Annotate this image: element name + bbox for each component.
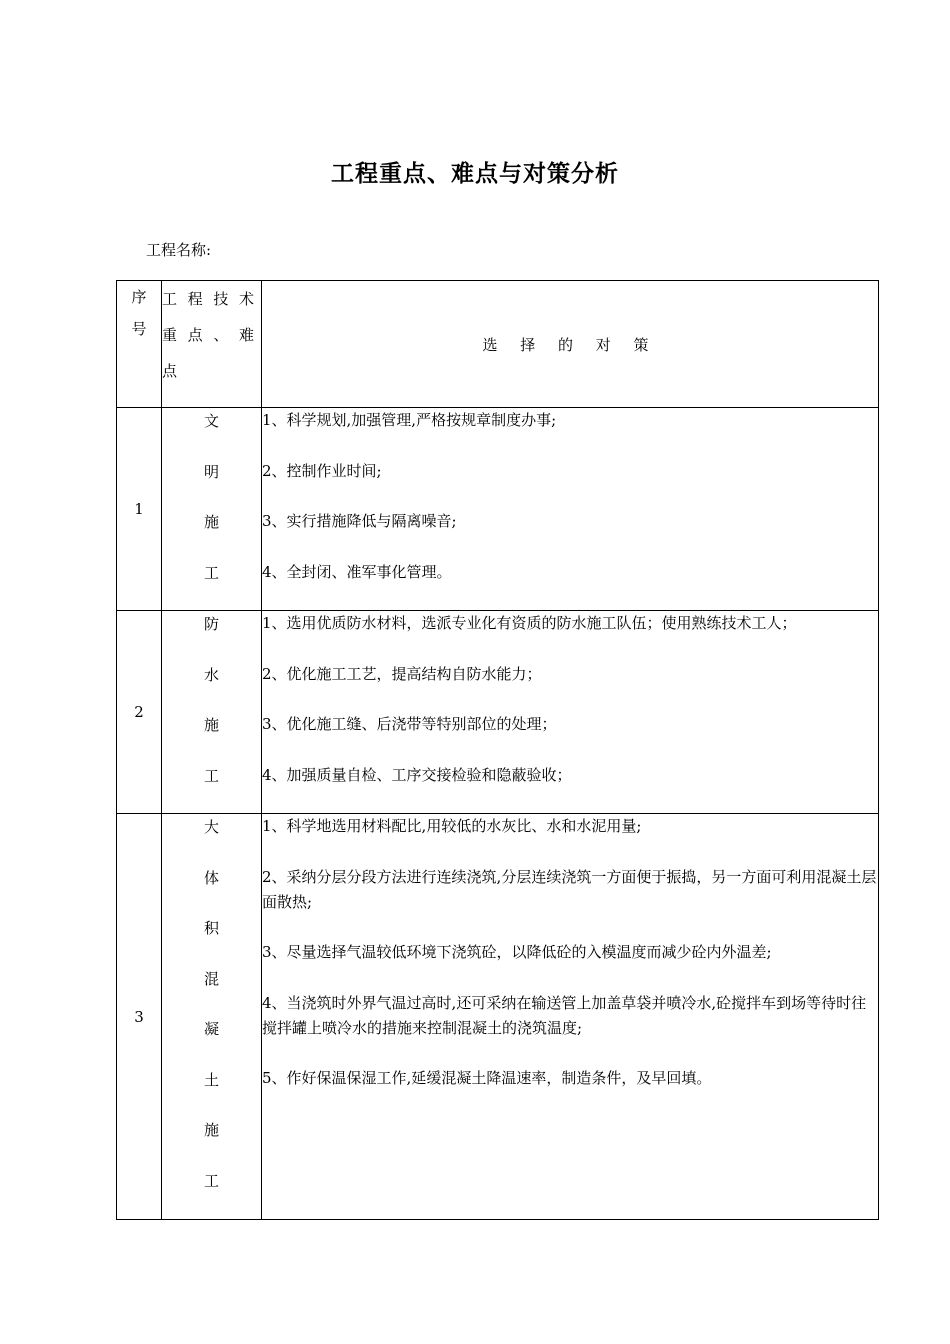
row-topic: 大 体 积 混 凝 土 施 工 [162, 814, 262, 1220]
measure-item: 1、科学规划,加强管理,严格按规章制度办事; [262, 411, 557, 429]
measure-item: 1、选用优质防水材料，选派专业化有资质的防水施工队伍；使用熟练技术工人； [262, 614, 797, 632]
row-number: 1 [117, 408, 162, 611]
row-measures [262, 611, 879, 814]
header-seq: 序 号 [117, 281, 162, 408]
row-number: 3 [117, 814, 162, 1220]
measure-item: 4、全封闭、准军事化管理。 [262, 562, 452, 581]
row-topic: 文 明 施 工 [162, 408, 262, 611]
measure-item: 2、控制作业时间; [262, 461, 382, 480]
project-name-label: 工程名称: [146, 241, 212, 259]
measure-item: 3、实行措施降低与隔离噪音; [262, 512, 457, 530]
header-tech: 工程技术重点、难点 [162, 281, 262, 408]
page-title: 工程重点、难点与对策分析 [331, 161, 619, 187]
row-measures [262, 814, 879, 1220]
table-row [117, 408, 879, 611]
row-topic: 防 水 施 工 [162, 611, 262, 814]
row-measures [262, 408, 879, 611]
measures-table [116, 280, 879, 1220]
measure-item: 5、作好保温保湿工作,延缓混凝土降温速率，制造条件，及早回填。 [262, 1069, 712, 1087]
table-row [117, 611, 879, 814]
measure-item: 3、尽量选择气温较低环境下浇筑砼，以降低砼的入模温度而减少砼内外温差; [262, 943, 772, 961]
measure-item: 4、加强质量自检、工序交接检验和隐蔽验收； [262, 765, 572, 784]
measure-item: 2、采纳分层分段方法进行连续浇筑,分层连续浇筑一方面便于振捣，另一方面可利用混凝土层面散热; [262, 867, 877, 911]
row-number: 2 [117, 611, 162, 814]
header-measures: 选 择 的 对 策 [262, 281, 879, 408]
table-header-row [117, 281, 879, 408]
measure-item: 1、科学地选用材料配比,用较低的水灰比、水和水泥用量; [262, 817, 642, 835]
measure-item: 2、优化施工工艺，提高结构自防水能力； [262, 664, 542, 683]
measure-item: 3、优化施工缝、后浇带等特别部位的处理； [262, 715, 557, 733]
measure-item: 4、当浇筑时外界气温过高时,还可采纳在输送管上加盖草袋并喷冷水,砼搅拌车到场等待时往搅拌罐上喷冷水的措施来控制混凝土的浇筑温度; [262, 993, 867, 1037]
table-row [117, 814, 879, 1220]
